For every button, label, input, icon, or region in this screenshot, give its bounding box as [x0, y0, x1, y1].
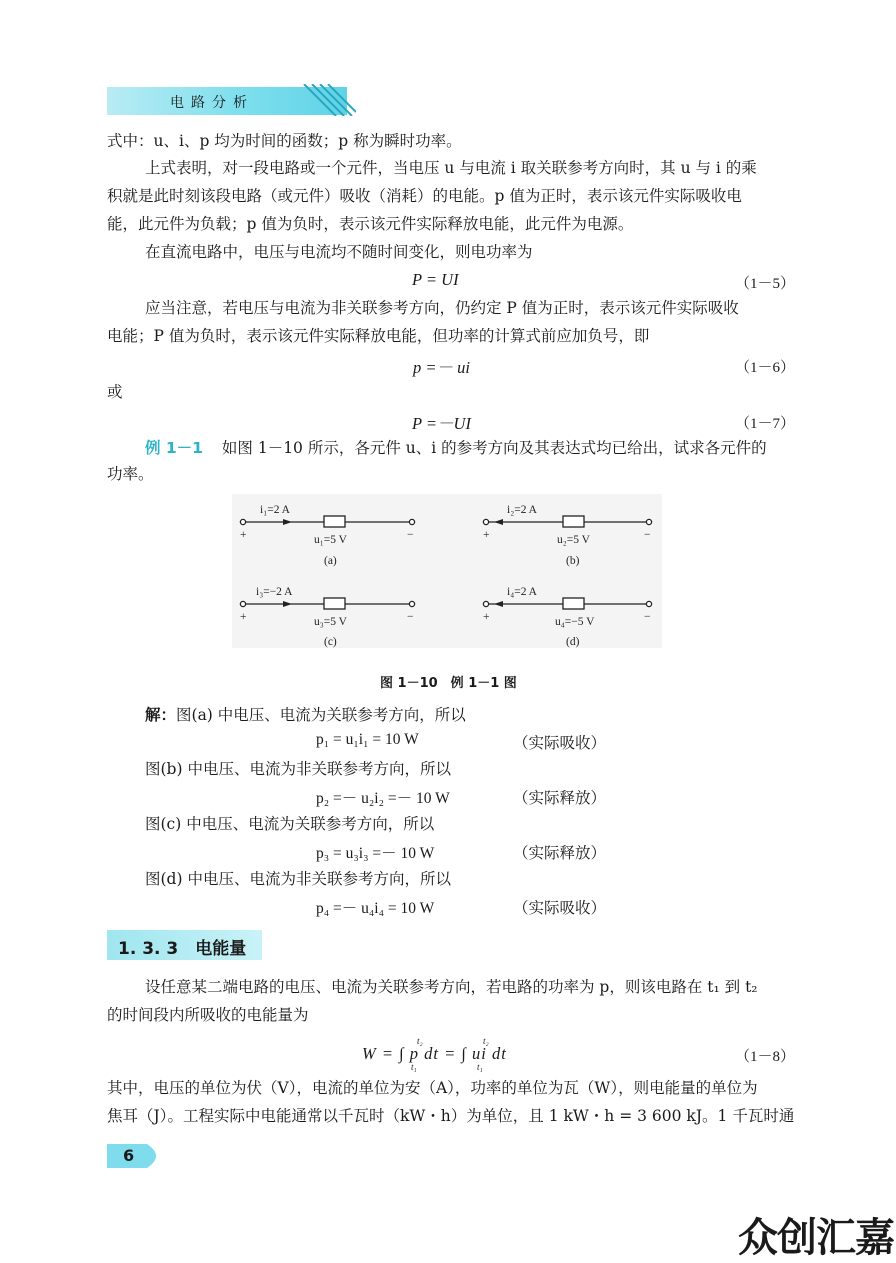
solution-note: （实际释放） [513, 789, 607, 807]
solution-equation: p₂ =－ u₂i₂ =－ 10 W [316, 790, 450, 807]
subfigure-label: (d) [566, 636, 580, 648]
subfigure-label: (a) [324, 555, 337, 567]
plus-sign: + [483, 611, 490, 623]
paragraph-text: 上式表明，对一段电路或一个元件，当电压 u 与电流 i 取关联参考方向时，其 u 与 i 的乘 [145, 159, 757, 177]
solution-text: 图(a) 中电压、电流为关联参考方向，所以 [176, 706, 466, 724]
paragraph-text: 其中，电压的单位为伏（V），电流的单位为安（A），功率的单位为瓦（W），则电能量的单位为 [107, 1079, 758, 1097]
solution-text: 图(d) 中电压、电流为非关联参考方向，所以 [145, 870, 451, 888]
paragraph-text: 积就是此时刻该段电路（或元件）吸收（消耗）的电能。p 值为正时，表示该元件实际吸收电 [107, 187, 742, 205]
plus-sign: + [240, 611, 247, 623]
solution-note: （实际释放） [513, 844, 607, 862]
paragraph-text: 的时间段内所吸收的电能量为 [107, 1006, 309, 1024]
figure-caption: 图 1－10 例 1－1 图 [380, 676, 517, 691]
paragraph-text: 式中：u、i、p 均为时间的函数；p 称为瞬时功率。 [107, 132, 462, 150]
plus-sign: + [240, 529, 247, 541]
equation-number: （1－7） [735, 416, 796, 432]
equation: W = ∫ p dt = ∫ ui dt [362, 1044, 507, 1063]
paragraph-text: 应当注意，若电压与电流为非关联参考方向，仍约定 P 值为正时，表示该元件实际吸收 [145, 299, 739, 317]
integral-lower-limit: t₁ [477, 1062, 483, 1072]
current-label: i₄=2 A [507, 586, 537, 598]
integral-upper-limit: t₂ [483, 1036, 489, 1046]
header-stripes [300, 84, 356, 116]
minus-sign: − [407, 611, 414, 623]
paragraph-text: 设任意某二端电路的电压、电流为关联参考方向，若电路的功率为 p，则该电路在 t₁ 到 t₂ [145, 978, 758, 996]
equation: p =－ ui [413, 358, 470, 377]
subfigure-label: (b) [566, 555, 580, 567]
integral-upper-limit: t₂ [417, 1036, 423, 1046]
solution-line [145, 705, 829, 725]
header-title: 电路分析 [170, 95, 254, 111]
minus-sign: − [644, 611, 651, 623]
paragraph-text: 电能；P 值为负时，表示该元件实际释放电能，但功率的计算式前应加负号，即 [107, 327, 650, 345]
figure-background [232, 494, 662, 648]
paragraph-text: 焦耳（J）。工程实际中电能通常以千瓦时（kW・h）为单位，且 1 kW・h = 3 600 kJ。1 千瓦时通 [107, 1107, 795, 1125]
solution-text: 图(b) 中电压、电流为非关联参考方向，所以 [145, 760, 451, 778]
equation: P = UI [412, 270, 459, 289]
paragraph-text: 在直流电路中，电压与电流均不随时间变化，则电功率为 [145, 243, 533, 261]
minus-sign: − [644, 529, 651, 541]
voltage-label: u₁=5 V [314, 534, 347, 546]
example-label: 例 1－1 [145, 439, 203, 457]
solution-label: 解： [145, 706, 177, 724]
section-title: 1. 3. 3 电能量 [118, 939, 247, 959]
solution-text: 图(c) 中电压、电流为关联参考方向，所以 [145, 815, 435, 833]
integral-lower-limit: t₁ [411, 1062, 417, 1072]
paragraph-text: 功率。 [107, 465, 154, 483]
current-label: i₂=2 A [507, 504, 537, 516]
equation-number: （1－8） [735, 1049, 796, 1065]
page-number-badge [107, 1140, 165, 1172]
equation-number: （1－6） [735, 360, 796, 376]
solution-note: （实际吸收） [513, 899, 607, 917]
example-paragraph [107, 438, 791, 458]
voltage-label: u₃=5 V [314, 616, 347, 628]
equation: P =－UI [412, 414, 471, 433]
watermark: 众创汇嘉 [738, 1215, 894, 1261]
page-number: 6 [123, 1146, 135, 1165]
voltage-label: u₄=−5 V [555, 616, 595, 628]
plus-sign: + [483, 529, 490, 541]
solution-note: （实际吸收） [513, 734, 607, 752]
circuit-figure [232, 494, 662, 648]
current-label: i₁=2 A [260, 504, 290, 516]
paragraph-text: 或 [107, 383, 123, 401]
voltage-label: u₂=5 V [557, 534, 590, 546]
equation-number: （1－5） [735, 276, 796, 292]
solution-equation: p₄ =－ u₄i₄ = 10 W [316, 900, 435, 917]
current-label: i₃=−2 A [256, 586, 293, 598]
integral-equation [362, 1036, 562, 1074]
paragraph-text: 能，此元件为负载；p 值为负时，表示该元件实际释放电能，此元件为电源。 [107, 215, 634, 233]
example-text: 如图 1－10 所示，各元件 u、i 的参考方向及其表达式均已给出，试求各元件的 [221, 439, 767, 457]
solution-equation: p₁ = u₁i₁ = 10 W [316, 731, 419, 748]
minus-sign: − [407, 529, 414, 541]
subfigure-label: (c) [324, 636, 337, 648]
solution-equation: p₃ = u₃i₃ =－ 10 W [316, 845, 435, 862]
